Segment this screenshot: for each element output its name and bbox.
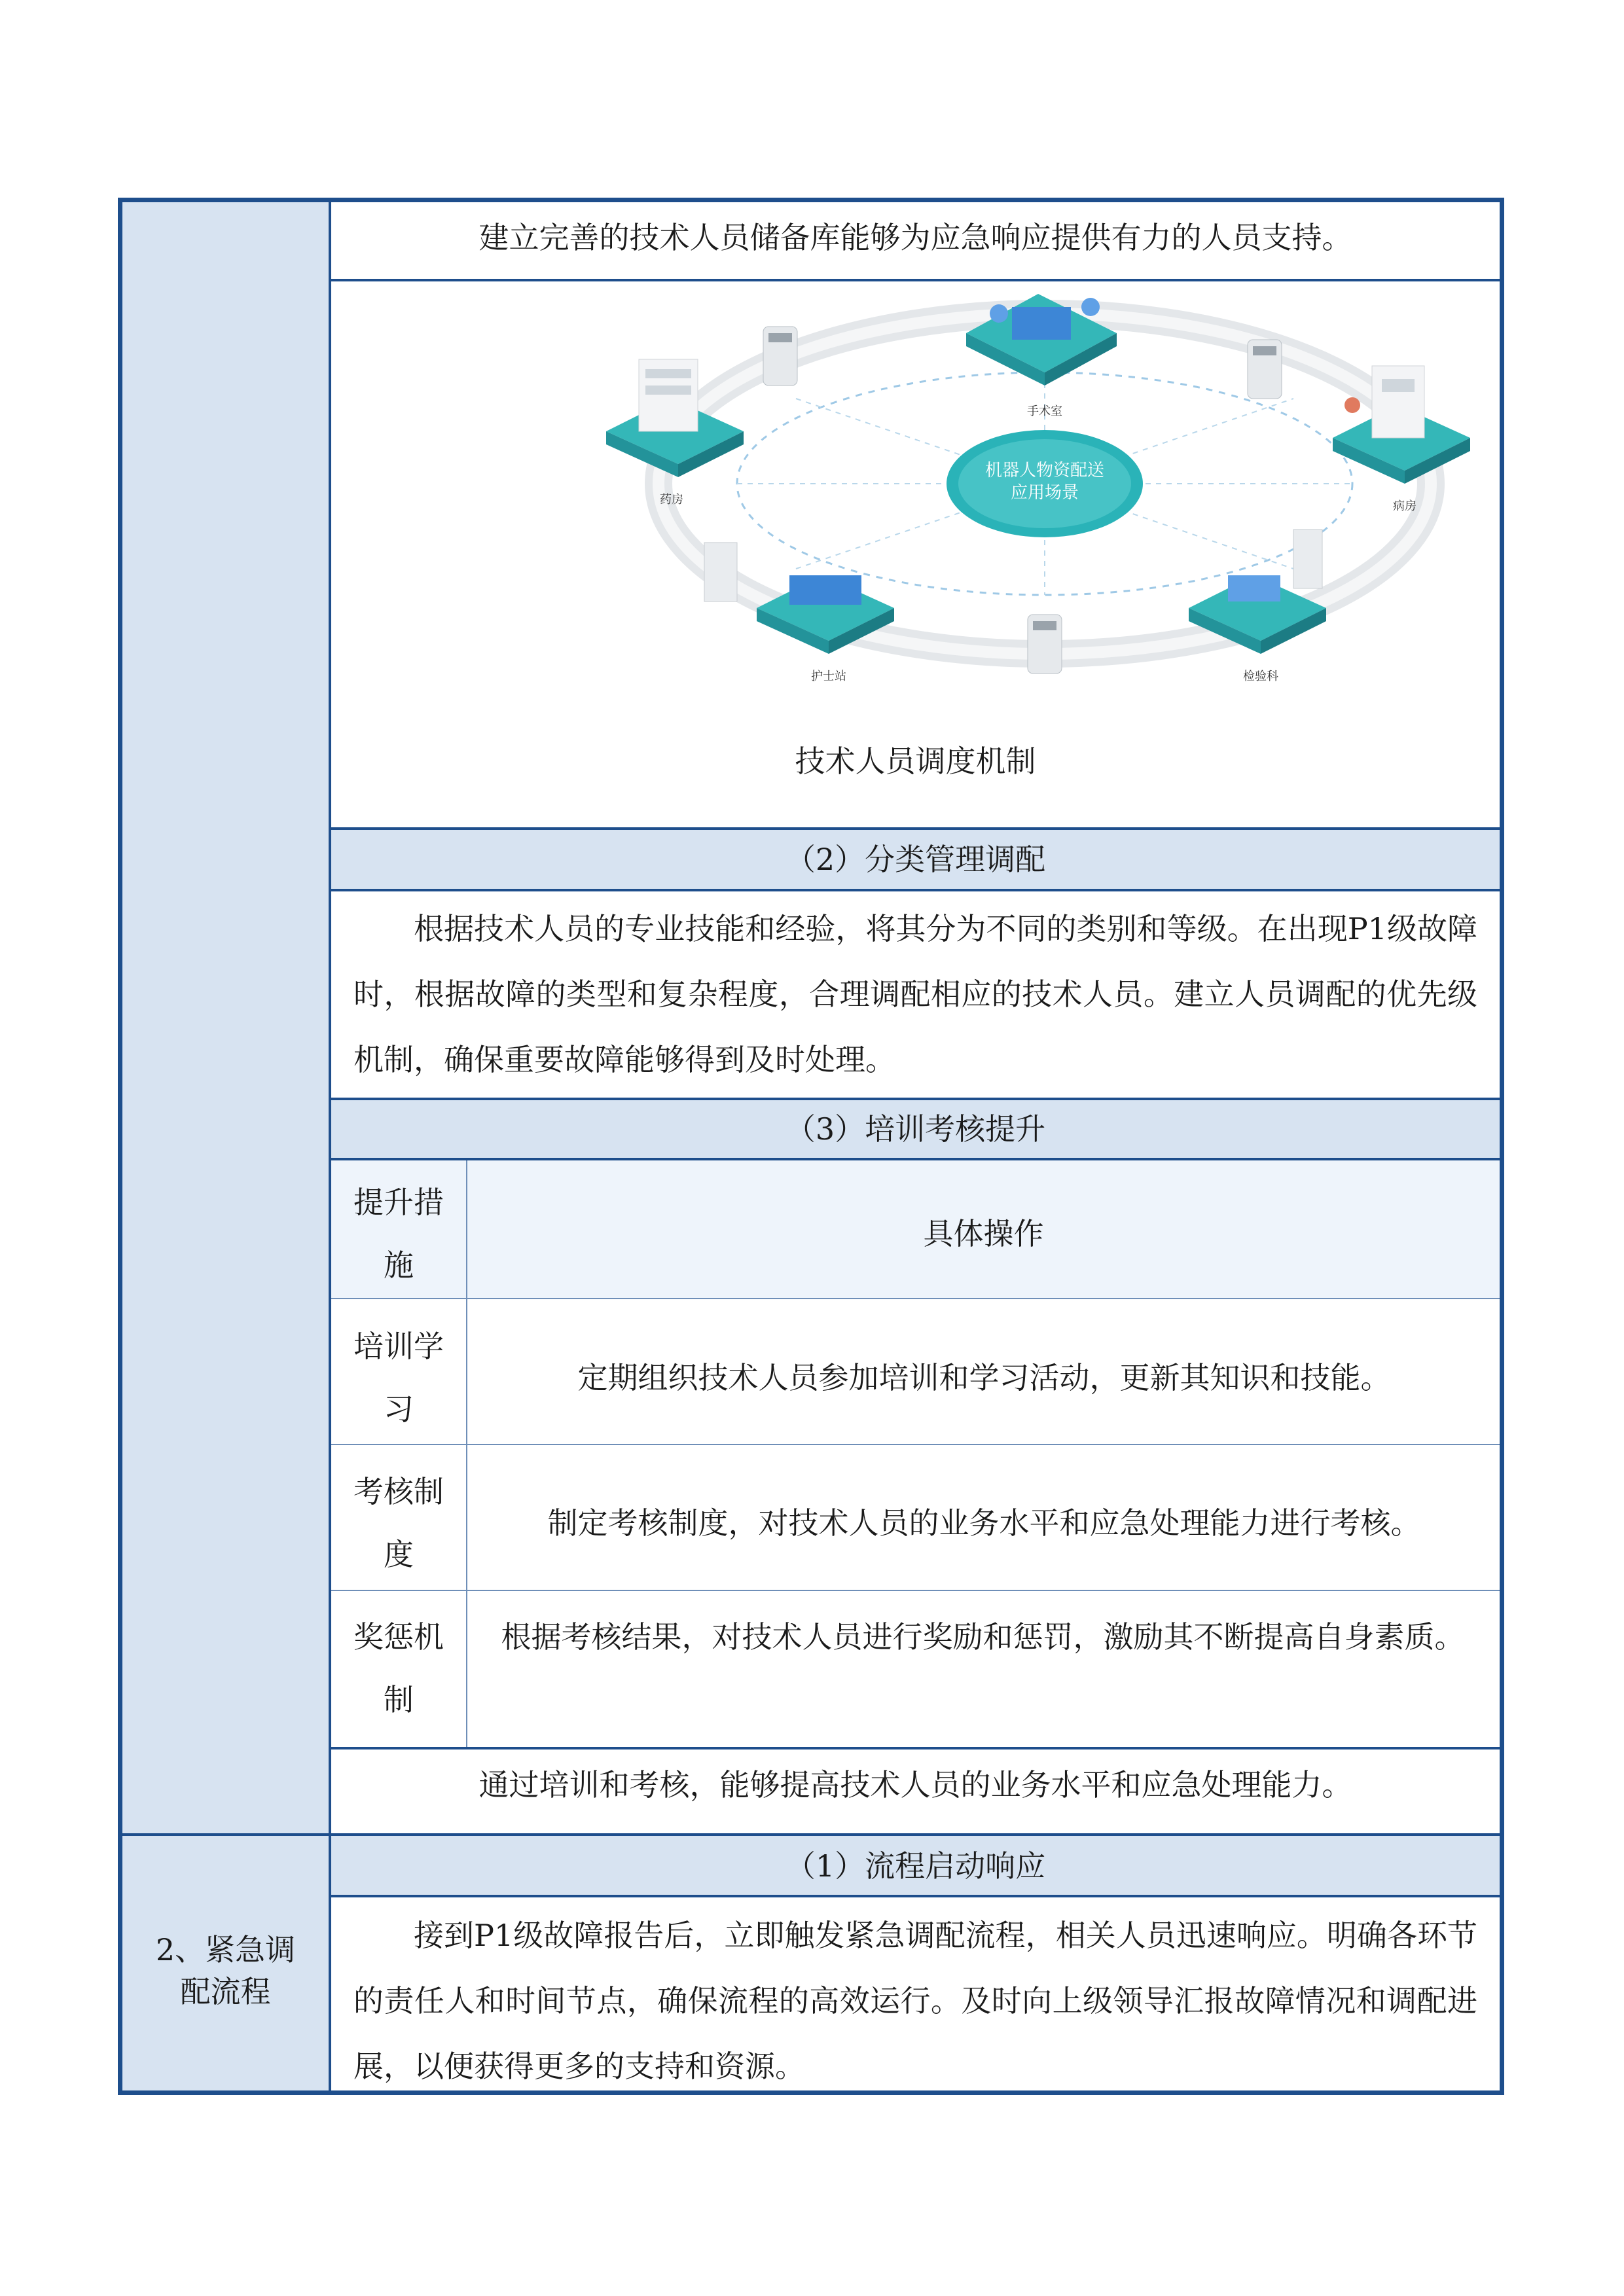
svg-text:检验科: 检验科 [1243, 670, 1278, 683]
hub-label-line2: 应用场景 [1010, 483, 1079, 503]
figure-caption: 技术人员调度机制 [795, 744, 1036, 779]
table-row-2-detail: 制定考核制度，对技术人员的业务水平和应急处理能力进行考核。 [547, 1505, 1421, 1541]
svg-text:病房: 病房 [1393, 499, 1416, 513]
svg-text:药房: 药房 [660, 493, 683, 507]
section2-heading: （2）分类管理调配 [785, 842, 1046, 877]
node-lab [1189, 529, 1326, 683]
content-column [331, 202, 1500, 2090]
table-row-1-detail: 定期组织技术人员参加培训和学习活动，更新其知识和技能。 [577, 1360, 1391, 1395]
block2-label: 2、紧急调 配流程 [155, 1932, 296, 2009]
table-header-measure: 提升措 施 [353, 1185, 444, 1283]
section2-paragraph: 根据技术人员的专业技能和经验，将其分为不同的类别和等级。在出现P1级故障时，根据故障的类型和复杂程度，合理调配相应的技术人员。建立人员调配的优先级机制，确保重要故障能够得到及时处理。 [353, 911, 1477, 1077]
block2-paragraph: 接到P1级故障报告后，立即触发紧急调配流程，相关人员迅速响应。明确各环节的责任人和时间节点，确保流程的高效运行。及时向上级领导汇报故障情况和调配进展，以便获得更多的支持和资源。 [353, 1918, 1477, 2084]
document-table [118, 198, 1504, 2095]
dispatch-diagram [593, 268, 1490, 726]
left-label-column [122, 202, 331, 2090]
intro-text: 建立完善的技术人员储备库能够为应急响应提供有力的人员支持。 [478, 220, 1352, 255]
table-header-detail: 具体操作 [923, 1216, 1044, 1251]
block2-heading: （1）流程启动响应 [785, 1848, 1046, 1884]
svg-text:手术室: 手术室 [1027, 404, 1062, 418]
table-row-1-measure: 培训学 习 [353, 1329, 444, 1427]
node-nurse-station [704, 543, 894, 683]
left-row-separator [122, 1833, 331, 1836]
svg-text:护士站: 护士站 [811, 670, 846, 683]
table-row-3-detail: 根据考核结果，对技术人员进行奖励和惩罚，激励其不断提高自身素质。 [501, 1619, 1465, 1655]
table-row-2-measure: 考核制 度 [353, 1474, 444, 1572]
section3-summary: 通过培训和考核，能够提高技术人员的业务水平和应急处理能力。 [478, 1767, 1352, 1803]
table-row-3-measure: 奖惩机 制 [353, 1619, 444, 1717]
hub-label-line1: 机器人物资配送 [984, 461, 1105, 480]
section3-heading: （3）培训考核提升 [785, 1111, 1046, 1147]
